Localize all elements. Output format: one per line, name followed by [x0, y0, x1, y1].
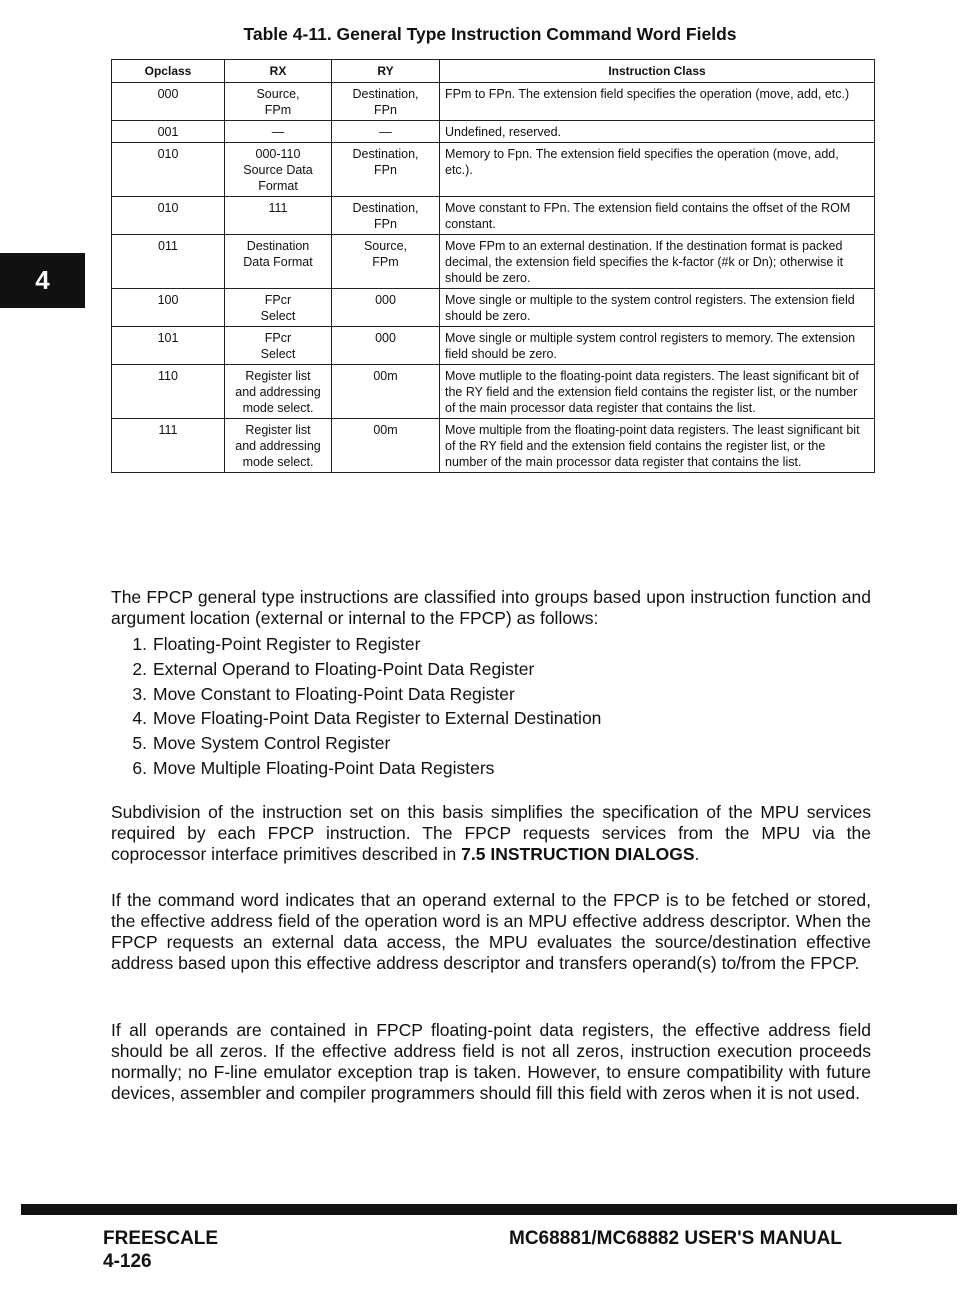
intro-paragraph: The FPCP general type instructions are classified into groups based upon instruction function and argument location (external or internal to the FPCP) as follows: [111, 587, 871, 628]
ry-cell: 00m [332, 419, 440, 473]
list-item [111, 632, 811, 657]
header-rx: RX [225, 60, 332, 83]
list-item [111, 731, 811, 756]
header-ry: RY [332, 60, 440, 83]
chapter-tab: 4 [0, 253, 85, 308]
header-opclass: Opclass [112, 60, 225, 83]
opclass-cell: 101 [112, 327, 225, 365]
rx-cell: — [225, 121, 332, 143]
instruction-class-cell: Move single or multiple system control registers to memory. The extension field should be zero. [440, 327, 875, 365]
rx-cell: 000-110 Source Data Format [225, 143, 332, 197]
ry-cell: Destination, FPn [332, 197, 440, 235]
footer-manual-title: MC68881/MC68882 USER'S MANUAL [509, 1228, 842, 1249]
instruction-class-cell: Move single or multiple to the system control registers. The extension field should be zero. [440, 289, 875, 327]
rx-cell: 111 [225, 197, 332, 235]
zeros-paragraph: If all operands are contained in FPCP floating-point data registers, the effective address field should be all zeros. If the effective address field is not all zeros, instruction execution proceeds normally; no F-line emulator exception trap is taken. However, to ensure compatibility with future devices, assembler and compiler programmers should fill this field with zeros when it is not used. [111, 1020, 871, 1103]
footer-company: FREESCALE [103, 1228, 219, 1249]
opclass-cell: 110 [112, 365, 225, 419]
table-row [112, 365, 875, 419]
list-item-text: Move Floating-Point Data Register to External Destination [153, 708, 602, 729]
opclass-cell: 010 [112, 197, 225, 235]
list-item [111, 657, 811, 682]
opclass-cell: 010 [112, 143, 225, 197]
rx-cell: Register list and addressing mode select. [225, 365, 332, 419]
ry-cell: Source, FPm [332, 235, 440, 289]
rx-cell: FPcr Select [225, 289, 332, 327]
rx-cell: FPcr Select [225, 327, 332, 365]
ry-cell: 00m [332, 365, 440, 419]
footer-rule [21, 1204, 957, 1215]
list-item [111, 706, 811, 731]
list-item-number: 6. [132, 757, 147, 778]
instruction-class-cell: Move FPm to an external destination. If the destination format is packed decimal, the extension field specifies the k-factor (#k or Dn); otherwise it should be zero. [440, 235, 875, 289]
subdivision-end: . [694, 844, 700, 864]
list-item [111, 682, 811, 707]
table-row [112, 83, 875, 121]
list-item-number: 1. [132, 634, 147, 654]
rx-cell: Source, FPm [225, 83, 332, 121]
table-title: Table 4-11. General Type Instruction Command Word Fields [243, 24, 737, 44]
opclass-cell: 111 [112, 419, 225, 473]
table-row [112, 419, 875, 473]
list-item-number: 5. [132, 733, 147, 754]
instruction-class-cell: Move constant to FPn. The extension field contains the offset of the ROM constant. [440, 197, 875, 235]
table-row [112, 197, 875, 235]
command-word-fields-table [111, 59, 875, 473]
list-item-text: Floating-Point Register to Register [153, 634, 421, 654]
instruction-class-cell: Move mutliple to the floating-point data registers. The least significant bit of the RY field and the extension field contains the register list, or the number of the main processor data register that contains the list. [440, 365, 875, 419]
ry-cell: 000 [332, 327, 440, 365]
list-item-text: External Operand to Floating-Point Data Register [153, 658, 535, 679]
opclass-cell: 100 [112, 289, 225, 327]
table-row [112, 327, 875, 365]
list-item-number: 2. [132, 658, 147, 679]
list-item-number: 4. [132, 708, 147, 729]
operand-paragraph: If the command word indicates that an operand external to the FPCP is to be fetched or stored, the effective address field of the operation word is an MPU effective address descriptor. When the FPCP requests an external data access, the MPU evaluates the source/destination effective address based upon this effective address descriptor and transfers operand(s) to/from the FPCP. [111, 890, 871, 973]
header-instruction-class: Instruction Class [440, 60, 875, 83]
list-item-text: Move System Control Register [153, 733, 391, 754]
rx-cell: Register list and addressing mode select. [225, 419, 332, 473]
table-row [112, 121, 875, 143]
instruction-class-cell: FPm to FPn. The extension field specifies the operation (move, add, etc.) [440, 83, 875, 121]
table-row [112, 143, 875, 197]
ry-cell: Destination, FPn [332, 143, 440, 197]
ry-cell: 000 [332, 289, 440, 327]
list-item-number: 3. [132, 683, 147, 704]
section-reference: 7.5 INSTRUCTION DIALOGS [461, 844, 695, 864]
instruction-class-cell: Move multiple from the floating-point data registers. The least significant bit of the RY field and the extension field contains the register list, or the number of the main processor data register that contains the list. [440, 419, 875, 473]
opclass-cell: 001 [112, 121, 225, 143]
list-item-text: Move Multiple Floating-Point Data Registers [153, 757, 495, 778]
footer-page-number: 4-126 [103, 1251, 152, 1272]
instruction-class-cell: Undefined, reserved. [440, 121, 875, 143]
table-row [112, 289, 875, 327]
instruction-group-list [111, 632, 811, 781]
footer-left [103, 1227, 218, 1273]
list-item [111, 756, 811, 781]
opclass-cell: 000 [112, 83, 225, 121]
instruction-class-cell: Memory to Fpn. The extension field specifies the operation (move, add, etc.). [440, 143, 875, 197]
opclass-cell: 011 [112, 235, 225, 289]
subdivision-text: Subdivision of the instruction set on this basis simplifies the specification of the MPU services required by each FPCP instruction. The FPCP requests services from the MPU via the coprocessor interface primitives described in [111, 802, 871, 864]
list-item-text: Move Constant to Floating-Point Data Register [153, 683, 515, 704]
ry-cell: — [332, 121, 440, 143]
rx-cell: Destination Data Format [225, 235, 332, 289]
subdivision-paragraph [111, 802, 871, 865]
table-header-row [112, 60, 875, 83]
table-row [112, 235, 875, 289]
ry-cell: Destination, FPn [332, 83, 440, 121]
